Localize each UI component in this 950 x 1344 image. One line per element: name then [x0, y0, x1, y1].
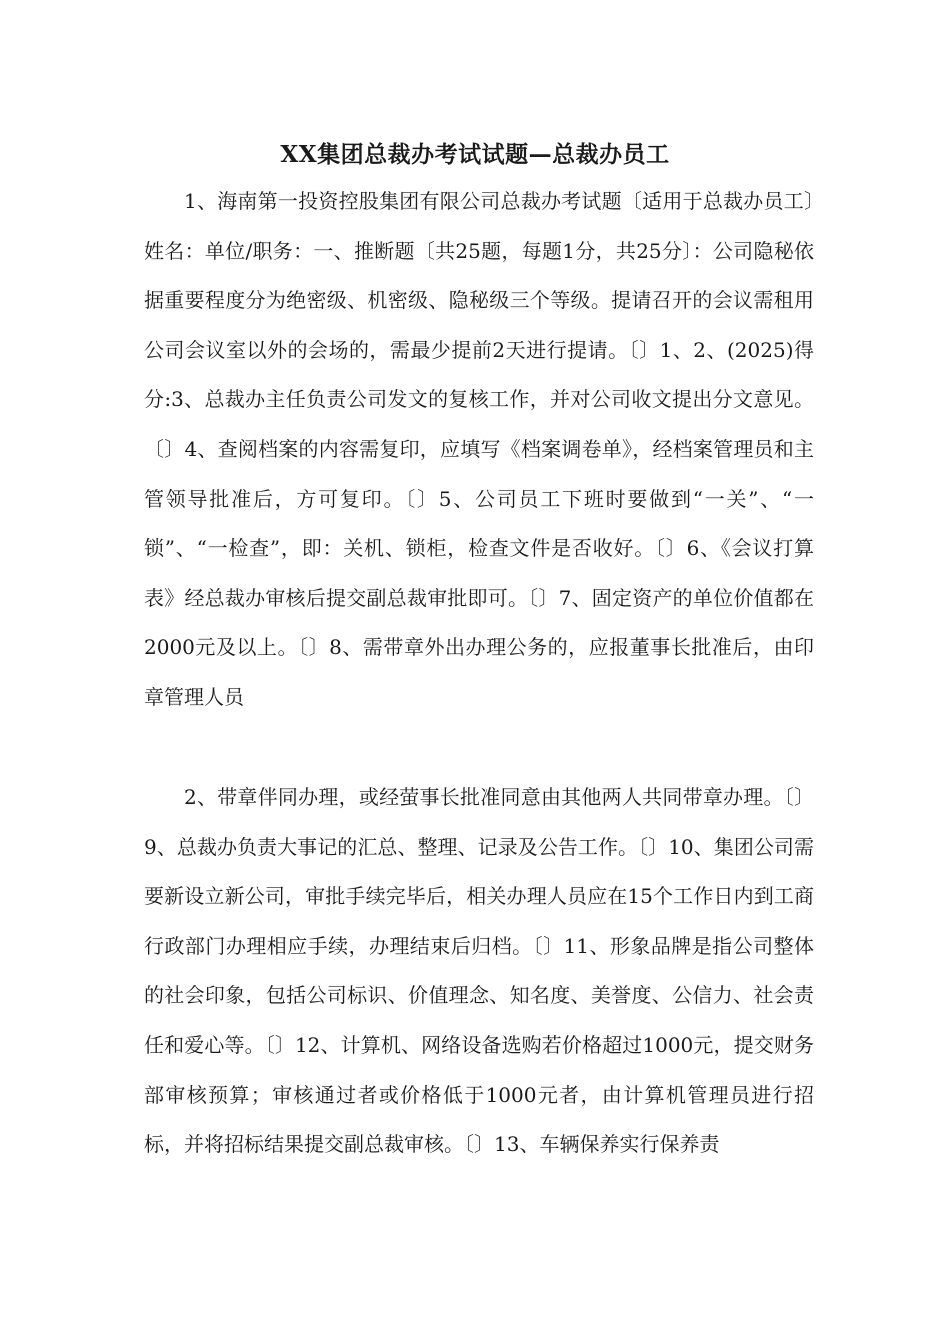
paragraph-1: 1、海南第一投资控股集团有限公司总裁办考试题〔适用于总裁办员工〕姓名：单位/职务：一、推断题〔共25题，每题1分，共25分〕：公司隐秘依据重要程度分为绝密级、机密级、隐秘级三个等级。提请召开的会议需租用公司会议室以外的会场的，需最少提前2天进行提请。〔〕1、2、(2025)得分:3、总裁办主任负责公司发文的复核工作，并对公司收文提出分文意见。〔〕4、查阅档案的内容需复印，应填写《档案调卷单》，经档案管理员和主管领导批准后，方可复印。〔〕5、公司员工下班时要做到“一关”、“一锁”、“一检查”，即：关机、锁柜，检查文件是否收好。〔〕6、《会议打算表》经总裁办审核后提交副总裁审批即可。〔〕7、固定资产的单位价值都在2000元及以上。〔〕8、需带章外出办理公务的，应报董事长批准后，由印章管理人员	[144, 189, 814, 709]
paragraph-2: 2、带章伴同办理，或经萤事长批准同意由其他两人共同带章办理。〔〕9、总裁办负责大事记的汇总、整理、记录及公告工作。〔〕10、集团公司需要新设立新公司，审批手续完毕后，相关办理人员应在15个工作日内到工商行政部门办理相应手续，办理结束后归档。〔〕11、形象品牌是指公司整体的社会印象，包括公司标识、价值理念、知名度、美誉度、公信力、社会责任和爱心等。〔〕12、计算机、网络设备选购若价格超过1000元，提交财务部审核预算；审核通过者或价格低于1000元者，由计算机管理员进行招标，并将招标结果提交副总裁审核。〔〕13、车辆保养实行保养责	[144, 785, 814, 1157]
document-title: XX集团总裁办考试试题—总裁办员工	[280, 141, 670, 168]
